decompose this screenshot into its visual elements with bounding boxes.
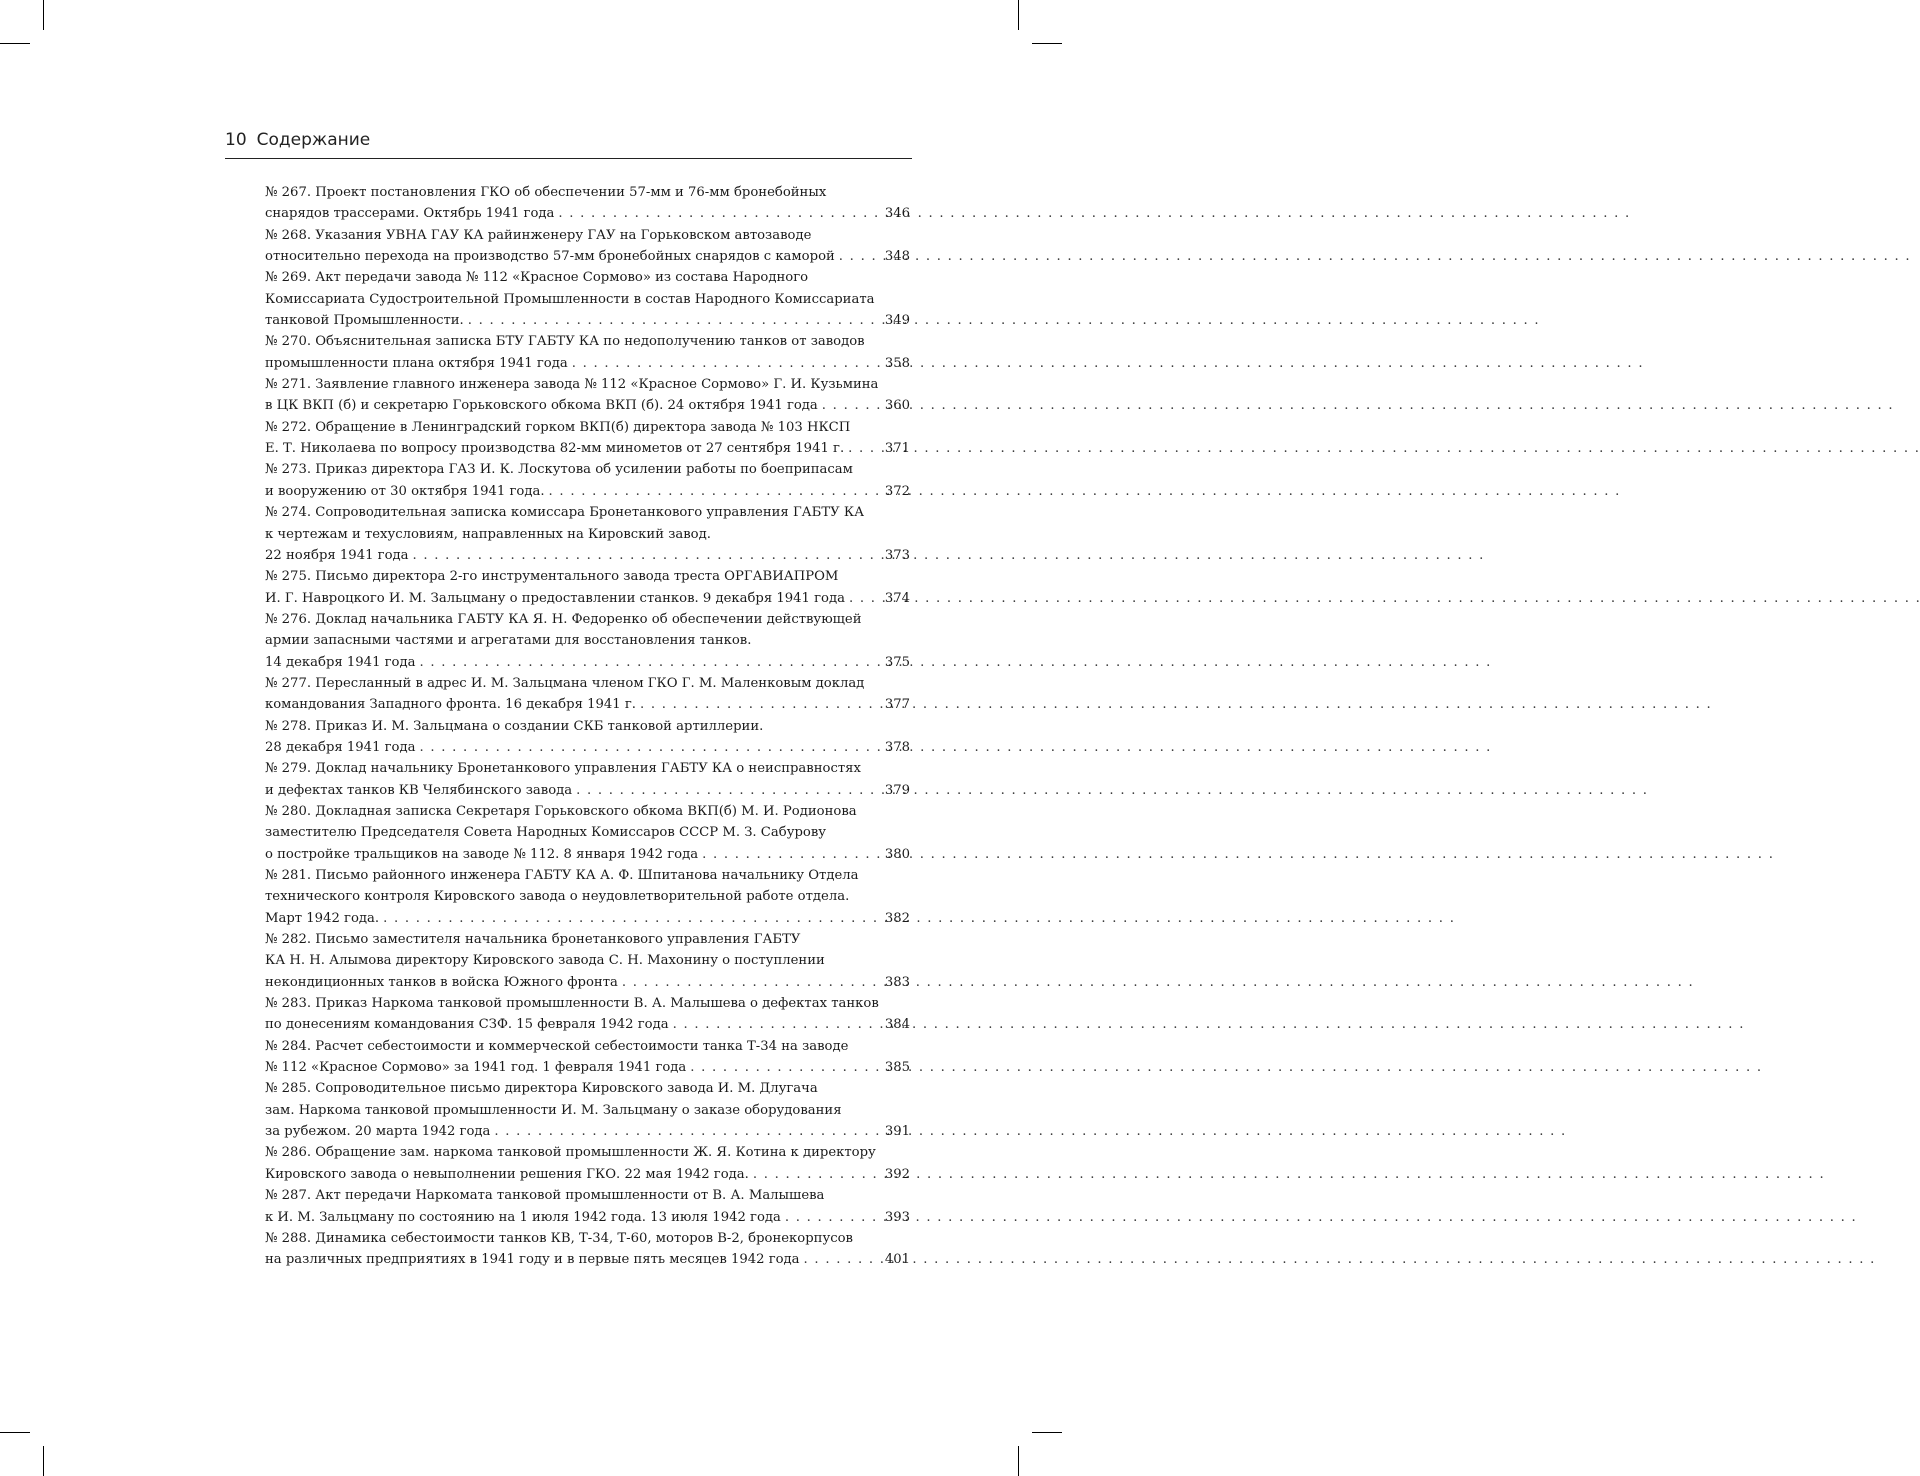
- crop-mark: [0, 1432, 30, 1433]
- toc-entry-line: снарядов трассерами. Октябрь 1941 года: [265, 206, 555, 222]
- dot-leader: [415, 737, 884, 758]
- toc-entry: [265, 801, 910, 865]
- toc-entry-line: № 277. Пересланный в адрес И. М. Зальцмана членом ГКО Г. М. Маленковым доклад: [265, 675, 865, 691]
- crop-mark: [1018, 1446, 1019, 1476]
- toc-entry-line: № 271. Заявление главного инженера завода № 112 «Красное Сормово» Г. И. Кузьмина: [265, 377, 879, 393]
- toc-entry-last-line: [265, 908, 910, 929]
- toc-entry-line: на различных предприятиях в 1941 году и в первые пять месяцев 1942 года: [265, 1252, 800, 1268]
- toc-page-number: 346: [884, 206, 910, 222]
- toc-entry: [265, 331, 910, 374]
- crop-mark: [0, 43, 30, 44]
- toc-entry-line: № 269. Акт передачи завода № 112 «Красное Сормово» из состава Народного: [265, 270, 809, 286]
- toc-entry-line: относительно перехода на производство 57-мм бронебойных снарядов с каморой: [265, 249, 835, 265]
- toc-entry-line: № 274. Сопроводительная записка комиссара Бронетанкового управления ГАБТУ КА: [265, 505, 865, 521]
- running-header: [225, 130, 912, 159]
- toc-entry: [265, 993, 910, 1036]
- toc-entry-last-line: [265, 737, 910, 758]
- toc-entry-line: № 288. Динамика себестоимости танков КВ, Т-34, Т-60, моторов В-2, бронекорпусов: [265, 1230, 853, 1246]
- dot-leader: [415, 652, 884, 673]
- toc-entry-line: № 286. Обращение зам. наркома танковой промышленности Ж. Я. Котина к директору: [265, 1145, 876, 1161]
- toc-page-number: 383: [884, 974, 910, 990]
- toc-entry-last-line: [265, 1249, 910, 1270]
- toc-entry-last-line: [265, 652, 910, 673]
- dot-leader: [845, 588, 885, 609]
- dot-leader: [545, 481, 885, 502]
- dot-leader: [379, 908, 885, 929]
- toc-entry-line: и вооружению от 30 октября 1941 года.: [265, 483, 545, 499]
- toc-entry-line: № 275. Письмо директора 2-го инструментального завода треста ОРГАВИАПРОМ: [265, 569, 839, 585]
- dot-leader: [669, 1014, 885, 1035]
- toc-entry-line: к И. М. Зальцману по состоянию на 1 июля 1942 года. 13 июля 1942 года: [265, 1209, 781, 1225]
- table-of-contents: [265, 182, 910, 1271]
- toc-entry: [265, 225, 910, 268]
- toc-entry: [265, 716, 910, 759]
- dot-leader: [800, 1249, 885, 1270]
- toc-entry-last-line: [265, 353, 910, 374]
- toc-entry-last-line: [265, 203, 910, 224]
- toc-entry-line: зам. Наркома танковой промышленности И. М. Зальцману о заказе оборудования: [265, 1102, 842, 1118]
- toc-entry-line: некондиционных танков в войска Южного фронта: [265, 974, 618, 990]
- toc-page-number: 374: [884, 590, 910, 606]
- dot-leader: [568, 353, 885, 374]
- toc-entry-line: № 280. Докладная записка Секретаря Горьковского обкома ВКП(б) М. И. Родионова: [265, 803, 857, 819]
- toc-entry-line: 14 декабря 1941 года: [265, 654, 416, 670]
- toc-entry-line: № 287. Акт передачи Наркомата танковой промышленности от В. А. Малышева: [265, 1188, 825, 1204]
- toc-entry-line: Март 1942 года.: [265, 910, 380, 926]
- toc-entry-line: командования Западного фронта. 16 декабря 1941 г.: [265, 697, 636, 713]
- toc-entry-last-line: [265, 1014, 910, 1035]
- dot-leader: [409, 545, 885, 566]
- toc-entry-last-line: [265, 310, 910, 331]
- toc-entry-line: № 284. Расчет себестоимости и коммерческой себестоимости танка Т-34 на заводе: [265, 1038, 849, 1054]
- crop-mark: [43, 0, 44, 30]
- toc-entry-last-line: [265, 545, 910, 566]
- toc-entry-line: И. Г. Навроцкого И. М. Зальцману о предоставлении станков. 9 декабря 1941 года: [265, 590, 845, 606]
- crop-mark: [43, 1446, 44, 1476]
- toc-page-number: 371: [884, 441, 910, 457]
- crop-mark: [1032, 43, 1062, 44]
- toc-page-number: 349: [884, 313, 910, 329]
- toc-entry-line: № 112 «Красное Сормово» за 1941 год. 1 февраля 1941 года: [265, 1060, 687, 1076]
- toc-entry-last-line: [265, 1207, 910, 1228]
- toc-page-number: 393: [884, 1209, 910, 1225]
- toc-page-number: 375: [884, 654, 910, 670]
- toc-entry-line: № 268. Указания УВНА ГАУ КА райинженеру ГАУ на Горьковском автозаводе: [265, 227, 812, 243]
- dot-leader: [818, 395, 885, 416]
- toc-entry-line: № 278. Приказ И. М. Зальцмана о создании СКБ танковой артиллерии.: [265, 718, 764, 734]
- toc-entry-line: промышленности плана октября 1941 года: [265, 355, 568, 371]
- dot-leader: [835, 246, 885, 267]
- dot-leader: [464, 310, 885, 331]
- toc-entry-line: № 270. Объяснительная записка БТУ ГАБТУ КА по недополучению танков от заводов: [265, 334, 865, 350]
- dot-leader: [749, 1164, 885, 1185]
- toc-page-number: 360: [884, 398, 910, 414]
- crop-mark: [1032, 1432, 1062, 1433]
- toc-entry-line: № 272. Обращение в Ленинградский горком ВКП(б) директора завода № 103 НКСП: [265, 419, 851, 435]
- toc-page-number: 385: [884, 1060, 910, 1076]
- toc-entry-line: и дефектах танков КВ Челябинского завода: [265, 782, 573, 798]
- toc-entry-last-line: [265, 246, 910, 267]
- toc-page-number: 348: [884, 249, 910, 265]
- toc-entry-line: Е. Т. Николаева по вопросу производства 82-мм минометов от 27 сентября 1941 г.: [265, 441, 845, 457]
- toc-entry: [265, 1228, 910, 1271]
- toc-entry: [265, 459, 910, 502]
- toc-entry-last-line: [265, 395, 910, 416]
- toc-entry-line: за рубежом. 20 марта 1942 года: [265, 1124, 491, 1140]
- toc-entry-line: № 285. Сопроводительное письмо директора Кировского завода И. М. Длугача: [265, 1081, 818, 1097]
- dot-leader: [781, 1207, 885, 1228]
- toc-entry-line: к чертежам и техусловиям, направленных на Кировский завод.: [265, 526, 711, 542]
- toc-entry-line: 28 декабря 1941 года: [265, 739, 416, 755]
- dot-leader: [490, 1121, 884, 1142]
- toc-entry-line: танковой Промышленности.: [265, 313, 464, 329]
- page-title: Содержание: [256, 130, 371, 150]
- toc-entry: [265, 1078, 910, 1142]
- toc-entry: [265, 865, 910, 929]
- toc-entry-line: Комиссариата Судостроительной Промышленности в состав Народного Комиссариата: [265, 291, 875, 307]
- dot-leader: [636, 694, 885, 715]
- toc-entry-line: № 282. Письмо заместителя начальника бронетанкового управления ГАБТУ: [265, 932, 801, 948]
- toc-page-number: 380: [884, 846, 910, 862]
- dot-leader: [698, 844, 885, 865]
- toc-entry: [265, 758, 910, 801]
- toc-entry: [265, 374, 910, 417]
- dot-leader: [554, 203, 884, 224]
- toc-entry: [265, 1142, 910, 1185]
- toc-page-number: 382: [884, 910, 910, 926]
- toc-entry-line: технического контроля Кировского завода о неудовлетворительной работе отдела.: [265, 889, 850, 905]
- dot-leader: [618, 972, 885, 993]
- toc-entry: [265, 502, 910, 566]
- toc-entry-line: № 276. Доклад начальника ГАБТУ КА Я. Н. Федоренко об обеспечении действующей: [265, 611, 862, 627]
- toc-entry-line: № 281. Письмо районного инженера ГАБТУ КА А. Ф. Шпитанова начальнику Отдела: [265, 868, 859, 883]
- toc-entry-line: в ЦК ВКП (б) и секретарю Горьковского обкома ВКП (б). 24 октября 1941 года: [265, 398, 818, 414]
- toc-entry-line: 22 ноября 1941 года: [265, 547, 409, 563]
- toc-entry-last-line: [265, 780, 910, 801]
- toc-entry: [265, 929, 910, 993]
- toc-entry-line: № 283. Приказ Наркома танковой промышленности В. А. Малышева о дефектах танков: [265, 996, 879, 1012]
- toc-page-number: 373: [884, 547, 910, 563]
- toc-entry: [265, 673, 910, 716]
- toc-entry-last-line: [265, 588, 910, 609]
- dot-leader: [572, 780, 885, 801]
- toc-page-number: 372: [884, 483, 910, 499]
- page-number: 10: [225, 130, 247, 150]
- toc-entry: [265, 1036, 910, 1079]
- toc-page-number: 384: [884, 1017, 910, 1033]
- toc-entry: [265, 566, 910, 609]
- dot-leader: [686, 1057, 885, 1078]
- toc-entry: [265, 609, 910, 673]
- toc-entry-line: Кировского завода о невыполнении решения ГКО. 22 мая 1942 года.: [265, 1166, 749, 1182]
- toc-page-number: 358: [884, 355, 910, 371]
- crop-mark: [1018, 0, 1019, 30]
- toc-entry-last-line: [265, 1121, 910, 1142]
- dot-leader: [844, 438, 885, 459]
- toc-page-number: 377: [884, 697, 910, 713]
- toc-entry-line: армии запасными частями и агрегатами для восстановления танков.: [265, 633, 752, 649]
- toc-entry-last-line: [265, 1057, 910, 1078]
- toc-entry-line: заместителю Председателя Совета Народных Комиссаров СССР М. З. Сабурову: [265, 825, 827, 841]
- toc-entry-last-line: [265, 438, 910, 459]
- toc-page-number: 392: [884, 1166, 910, 1182]
- toc-entry-last-line: [265, 972, 910, 993]
- toc-entry: [265, 1185, 910, 1228]
- toc-entry-line: № 273. Приказ директора ГАЗ И. К. Лоскутова об усилении работы по боеприпасам: [265, 462, 853, 478]
- toc-entry-line: КА Н. Н. Алымова директору Кировского завода С. Н. Махонину о поступлении: [265, 953, 825, 969]
- toc-entry-last-line: [265, 1164, 910, 1185]
- toc-entry-line: по донесениям командования СЗФ. 15 февраля 1942 года: [265, 1017, 669, 1033]
- toc-page-number: 401: [884, 1252, 910, 1268]
- toc-entry: [265, 267, 910, 331]
- toc-entry-line: № 267. Проект постановления ГКО об обеспечении 57-мм и 76-мм бронебойных: [265, 185, 827, 200]
- toc-entry-line: о постройке тральщиков на заводе № 112. 8 января 1942 года: [265, 846, 699, 862]
- toc-entry-last-line: [265, 844, 910, 865]
- toc-entry-last-line: [265, 694, 910, 715]
- toc-page-number: 378: [884, 739, 910, 755]
- toc-entry: [265, 182, 910, 225]
- toc-page-number: 391: [884, 1124, 910, 1140]
- toc-entry-line: № 279. Доклад начальнику Бронетанкового управления ГАБТУ КА о неисправностях: [265, 761, 861, 777]
- toc-page-number: 379: [884, 782, 910, 798]
- toc-entry-last-line: [265, 481, 910, 502]
- toc-entry: [265, 417, 910, 460]
